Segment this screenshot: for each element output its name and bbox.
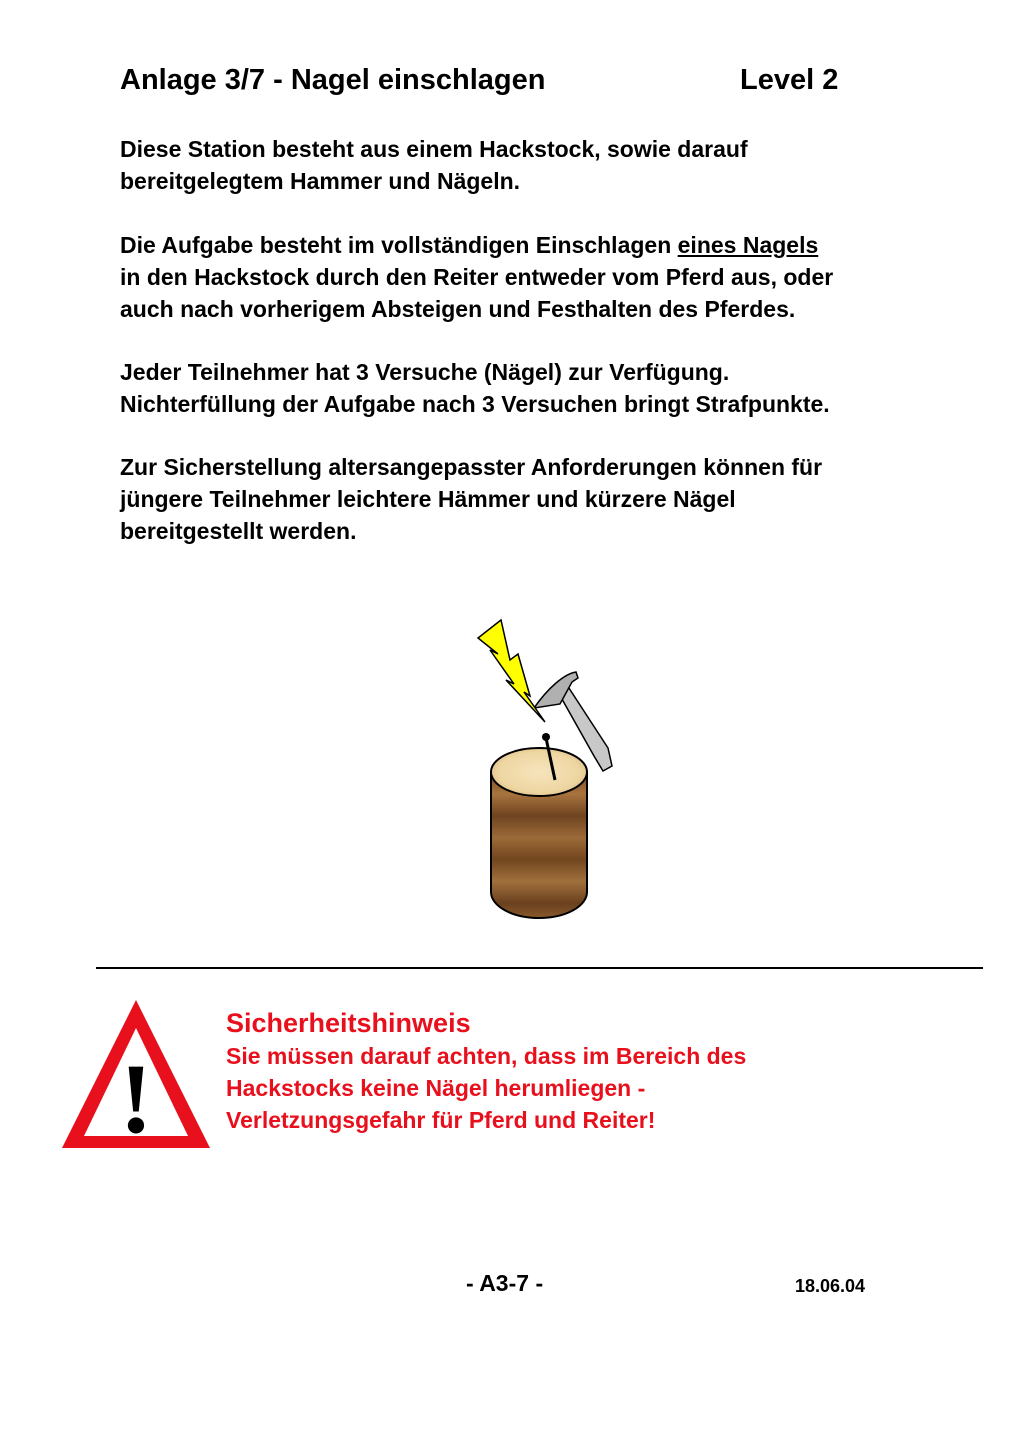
text-line: Nichterfüllung der Aufgabe nach 3 Versuchen bringt Strafpunkte. xyxy=(120,391,830,417)
section-divider xyxy=(96,967,983,969)
page-date: 18.06.04 xyxy=(795,1276,866,1296)
text-line: bereitgelegtem Hammer und Nägeln. xyxy=(120,168,521,194)
paragraph-station-description xyxy=(120,133,980,197)
paragraph-task-description xyxy=(120,229,980,325)
paragraph-attempts xyxy=(120,356,980,420)
text-line xyxy=(120,229,980,261)
lightning-icon xyxy=(478,620,545,722)
text-line: bereitgestellt werden. xyxy=(120,518,357,544)
paragraph-age-requirements xyxy=(120,451,980,547)
nail-hammer-illustration xyxy=(460,610,640,930)
safety-line: Hackstocks keine Nägel herumliegen - xyxy=(226,1075,646,1101)
page-number: - A3-7 - xyxy=(466,1270,544,1296)
exclamation-glyph: ! xyxy=(119,1043,153,1152)
text-segment: Die Aufgabe besteht im vollständigen Einschlagen xyxy=(120,232,678,258)
safety-notice xyxy=(226,1006,746,1136)
safety-line: Verletzungsgefahr für Pferd und Reiter! xyxy=(226,1107,656,1133)
text-line: in den Hackstock durch den Reiter entweder vom Pferd aus, oder xyxy=(120,264,834,290)
text-line: Jeder Teilnehmer hat 3 Versuche (Nägel) zur Verfügung. xyxy=(120,359,730,385)
page-title: Anlage 3/7 - Nagel einschlagen xyxy=(120,64,546,96)
text-line: auch nach vorherigem Absteigen und Festhalten des Pferdes. xyxy=(120,296,796,322)
safety-line: Sie müssen darauf achten, dass im Bereich des xyxy=(226,1043,747,1069)
safety-title: Sicherheitshinweis xyxy=(226,1008,471,1038)
text-line: Zur Sicherstellung altersangepasster Anforderungen können für xyxy=(120,454,823,480)
text-line: jüngere Teilnehmer leichtere Hämmer und kürzere Nägel xyxy=(120,486,736,512)
text-line: Diese Station besteht aus einem Hackstock, sowie darauf xyxy=(120,136,748,162)
warning-triangle-icon xyxy=(58,996,214,1152)
underlined-text: eines Nagels xyxy=(677,232,819,258)
level-label: Level 2 xyxy=(740,64,839,96)
chopping-block-icon xyxy=(491,748,587,918)
